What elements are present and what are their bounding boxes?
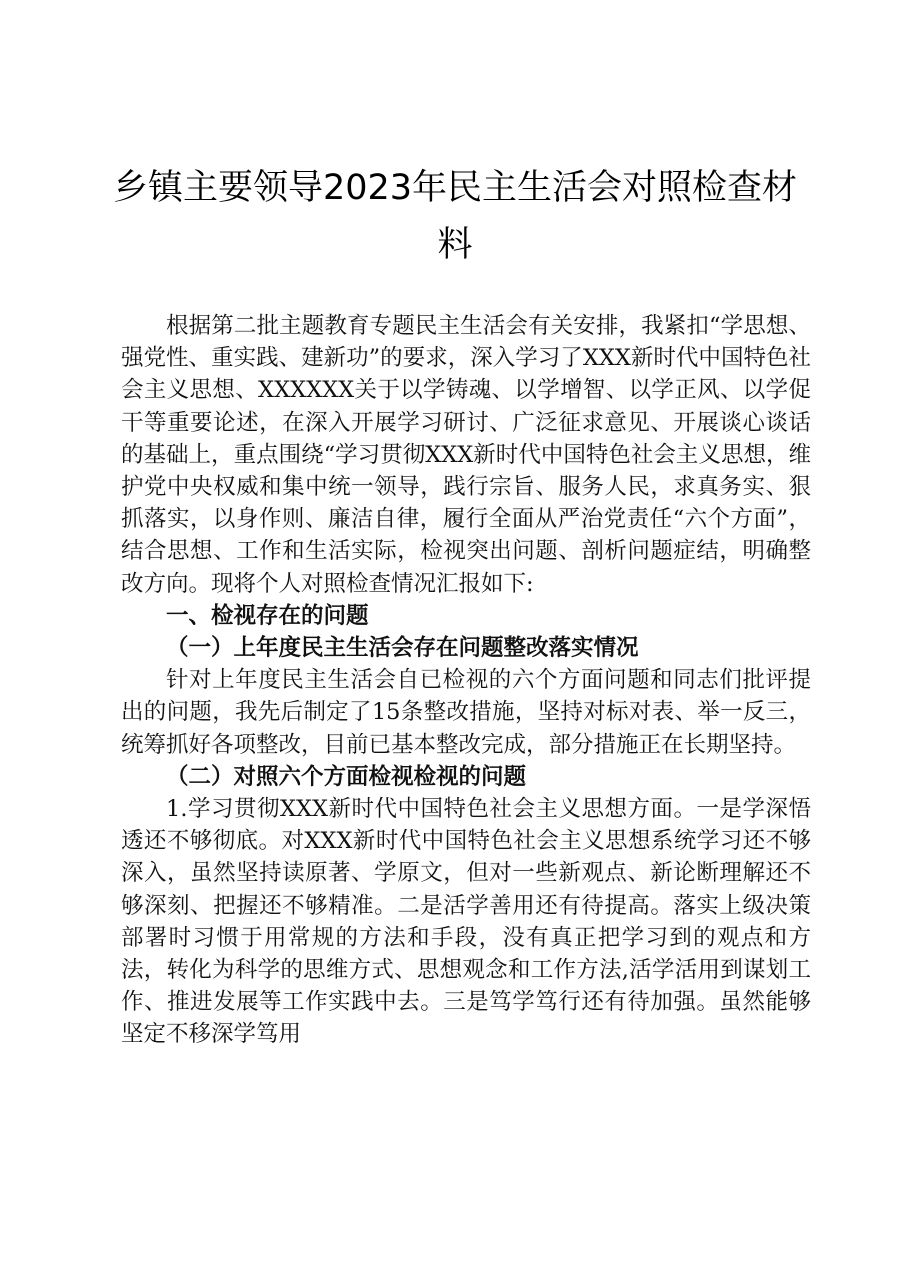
subsection-paragraph-2: 1.学习贯彻XXX新时代中国特色社会主义思想方面。一是学深悟透还不够彻底。对XXX新时代中国特色社会主义思想系统学习还不够深入，虽然坚持读原著、学原文，但对一些新观点、新论断理解还不够深刻、把握还不够精准。二是活学善用还有待提高。落实上级决策部署时习惯于用常规的方法和手段，没有真正把学习到的观点和方法，转化为科学的思维方式、思想观念和工作方法,活学活用到谋划工作、推进发展等工作实践中去。三是笃学笃行还有待加强。虽然能够坚定不移深学笃用 bbox=[121, 796, 811, 1048]
subsection-heading-2: （二）对照六个方面检视检视的问题 bbox=[166, 763, 527, 790]
subsection-heading-1: （一）上年度民主生活会存在问题整改落实情况 bbox=[166, 635, 639, 662]
intro-paragraph: 根据第二批主题教育专题民主生活会有关安排，我紧扣“学思想、强党性、重实践、建新功”的要求，深入学习了XXX新时代中国特色社会主义思想、XXXXXX关于以学铸魂、以学增智、以学正风、以学促干等重要论述，在深入开展学习研讨、广泛征求意见、开展谈心谈话的基础上，重点围绕“学习贯彻XXX新时代中国特色社会主义思想，维护党中央权威和集中统一领导，践行宗旨、服务人民，求真务实、狠抓落实，以身作则、廉洁自律，履行全面从严治党责任“六个方面”，结合思想、工作和生活实际，检视突出问题、剖析问题症结，明确整改方向。现将个人对照检查情况汇报如下: bbox=[121, 313, 811, 597]
subsection-paragraph-1: 针对上年度民主生活会自已检视的六个方面问题和同志们批评提出的问题，我先后制定了15条整改措施，坚持对标对表、举一反三，统筹抓好各项整改，目前已基本整改完成，部分措施正在长期坚持。 bbox=[121, 667, 811, 758]
document-body bbox=[121, 310, 811, 1051]
document-title: 乡镇主要领导2023年民主生活会对照检查材料 bbox=[112, 168, 798, 265]
section-heading-1: 一、检视存在的问题 bbox=[166, 602, 369, 629]
